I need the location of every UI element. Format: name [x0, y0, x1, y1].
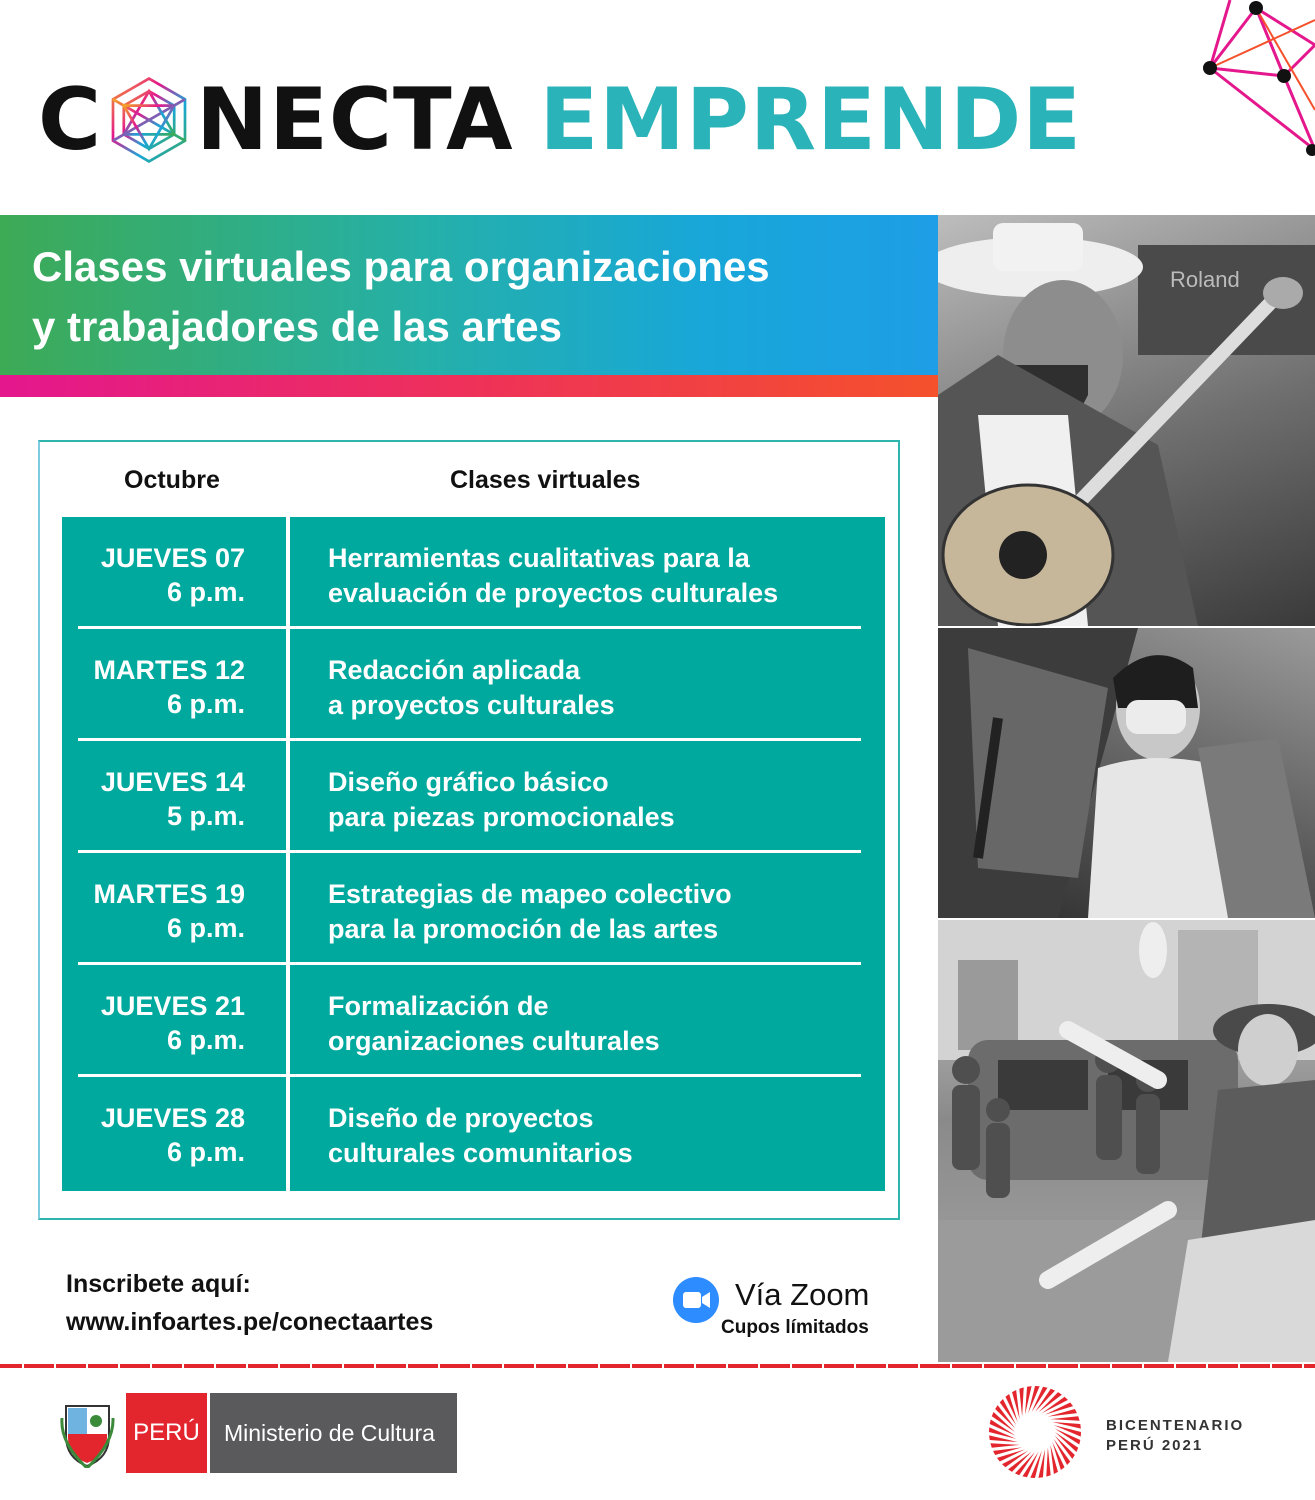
class-title-line1: Diseño de proyectos	[328, 1103, 594, 1133]
class-title-line1: Redacción aplicada	[328, 655, 581, 685]
sun-ray	[1046, 1447, 1050, 1476]
class-title-line2: a proyectos culturales	[328, 690, 615, 720]
class-day: MARTES 19	[93, 879, 245, 909]
network-graph-icon	[1200, 0, 1315, 160]
schedule-panel	[38, 440, 900, 1220]
painter-illustration	[938, 628, 1315, 918]
sun-ray	[990, 1443, 1019, 1447]
class-title-line1: Diseño gráfico básico	[328, 767, 609, 797]
schedule-table	[62, 517, 885, 1191]
table-row	[62, 517, 885, 629]
table-row	[62, 741, 885, 853]
class-title-line2: organizaciones culturales	[328, 1026, 660, 1056]
class-date	[101, 765, 245, 833]
geometric-o-icon	[104, 75, 194, 165]
class-title-line1: Estrategias de mapeo colectivo	[328, 879, 732, 909]
class-title	[328, 989, 660, 1059]
sun-ray	[1012, 1390, 1020, 1419]
registration-link[interactable]: www.infoartes.pe/conectaartes	[66, 1308, 434, 1336]
class-date	[101, 989, 245, 1057]
peru-label: PERÚ	[126, 1393, 207, 1473]
class-title	[328, 541, 778, 611]
table-row	[62, 965, 885, 1077]
ministry-label: Ministerio de Cultura	[210, 1393, 457, 1473]
brand-word-emprende: EMPRENDE	[539, 70, 1082, 170]
brand-letter-c: C	[38, 70, 103, 170]
banner-title	[32, 237, 912, 357]
conecta-emprende-logo	[38, 70, 1082, 170]
amp-brand-text: Roland	[1170, 267, 1240, 292]
sun-ray	[989, 1435, 1018, 1442]
class-title-line2: para la promoción de las artes	[328, 914, 719, 944]
banner-title-line1: Clases virtuales para organizaciones	[32, 243, 770, 290]
table-row	[62, 1077, 885, 1189]
class-title	[328, 765, 675, 835]
class-title-line2: evaluación de proyectos culturales	[328, 578, 779, 608]
zoom-badge	[673, 1275, 903, 1345]
table-row	[62, 853, 885, 965]
class-time: 6 p.m.	[166, 689, 245, 719]
registration-info	[66, 1265, 433, 1341]
zoom-camera-icon	[673, 1277, 719, 1323]
class-time: 6 p.m.	[166, 1025, 245, 1055]
class-time: 6 p.m.	[166, 913, 245, 943]
bicentenario-line2: PERÚ 2021	[1106, 1437, 1204, 1454]
class-title	[328, 1101, 633, 1171]
zoom-title: Vía Zoom	[735, 1277, 870, 1312]
sun-ray	[1048, 1409, 1077, 1417]
class-title-line2: para piezas promocionales	[328, 802, 675, 832]
registration-label: Inscribete aquí:	[66, 1270, 251, 1298]
class-day: JUEVES 21	[100, 991, 245, 1021]
class-date	[101, 541, 245, 609]
guitarist-illustration	[938, 215, 1315, 626]
class-title-line1: Formalización de	[328, 991, 549, 1021]
photo-painter	[938, 628, 1315, 918]
class-date	[93, 877, 245, 945]
class-time: 6 p.m.	[166, 1137, 245, 1167]
sun-ray	[1038, 1449, 1045, 1478]
photo-column	[938, 215, 1315, 1362]
zoom-subtitle: Cupos límitados	[721, 1317, 869, 1338]
class-date	[93, 653, 245, 721]
title-banner	[0, 215, 938, 375]
class-title-line1: Herramientas cualitativas para la	[328, 543, 750, 573]
sun-ray	[1050, 1445, 1058, 1474]
class-day: JUEVES 28	[100, 1103, 245, 1133]
dashed-divider	[0, 1362, 1315, 1370]
class-date	[101, 1101, 245, 1169]
class-time: 5 p.m.	[166, 801, 245, 831]
bicentenario-text	[1106, 1416, 1244, 1456]
class-day: MARTES 12	[93, 655, 245, 685]
brand-word-necta: NECTA	[196, 70, 514, 170]
peru-coat-of-arms-icon	[60, 1398, 115, 1468]
photo-juggler	[938, 920, 1315, 1362]
class-title-line2: culturales comunitarios	[328, 1138, 633, 1168]
class-title	[328, 653, 615, 723]
table-row	[62, 629, 885, 741]
class-title	[328, 877, 732, 947]
class-day: JUEVES 14	[100, 767, 245, 797]
sun-ray	[1019, 1387, 1023, 1416]
class-time: 6 p.m.	[166, 577, 245, 607]
bicentenario-line1: BICENTENARIO	[1106, 1417, 1245, 1434]
class-day: JUEVES 07	[100, 543, 245, 573]
bicentenario-sun-icon	[985, 1382, 1085, 1482]
banner-title-line2: y trabajadores de las artes	[32, 303, 562, 350]
juggler-illustration	[938, 920, 1315, 1362]
month-column-header: Octubre	[124, 466, 220, 494]
gradient-stripe	[0, 375, 938, 397]
sun-ray	[993, 1447, 1022, 1455]
sun-ray	[1052, 1422, 1081, 1429]
photo-guitarist	[938, 215, 1315, 626]
sun-ray	[1025, 1386, 1032, 1415]
classes-column-header: Clases virtuales	[450, 466, 641, 494]
sun-ray	[1050, 1416, 1079, 1420]
